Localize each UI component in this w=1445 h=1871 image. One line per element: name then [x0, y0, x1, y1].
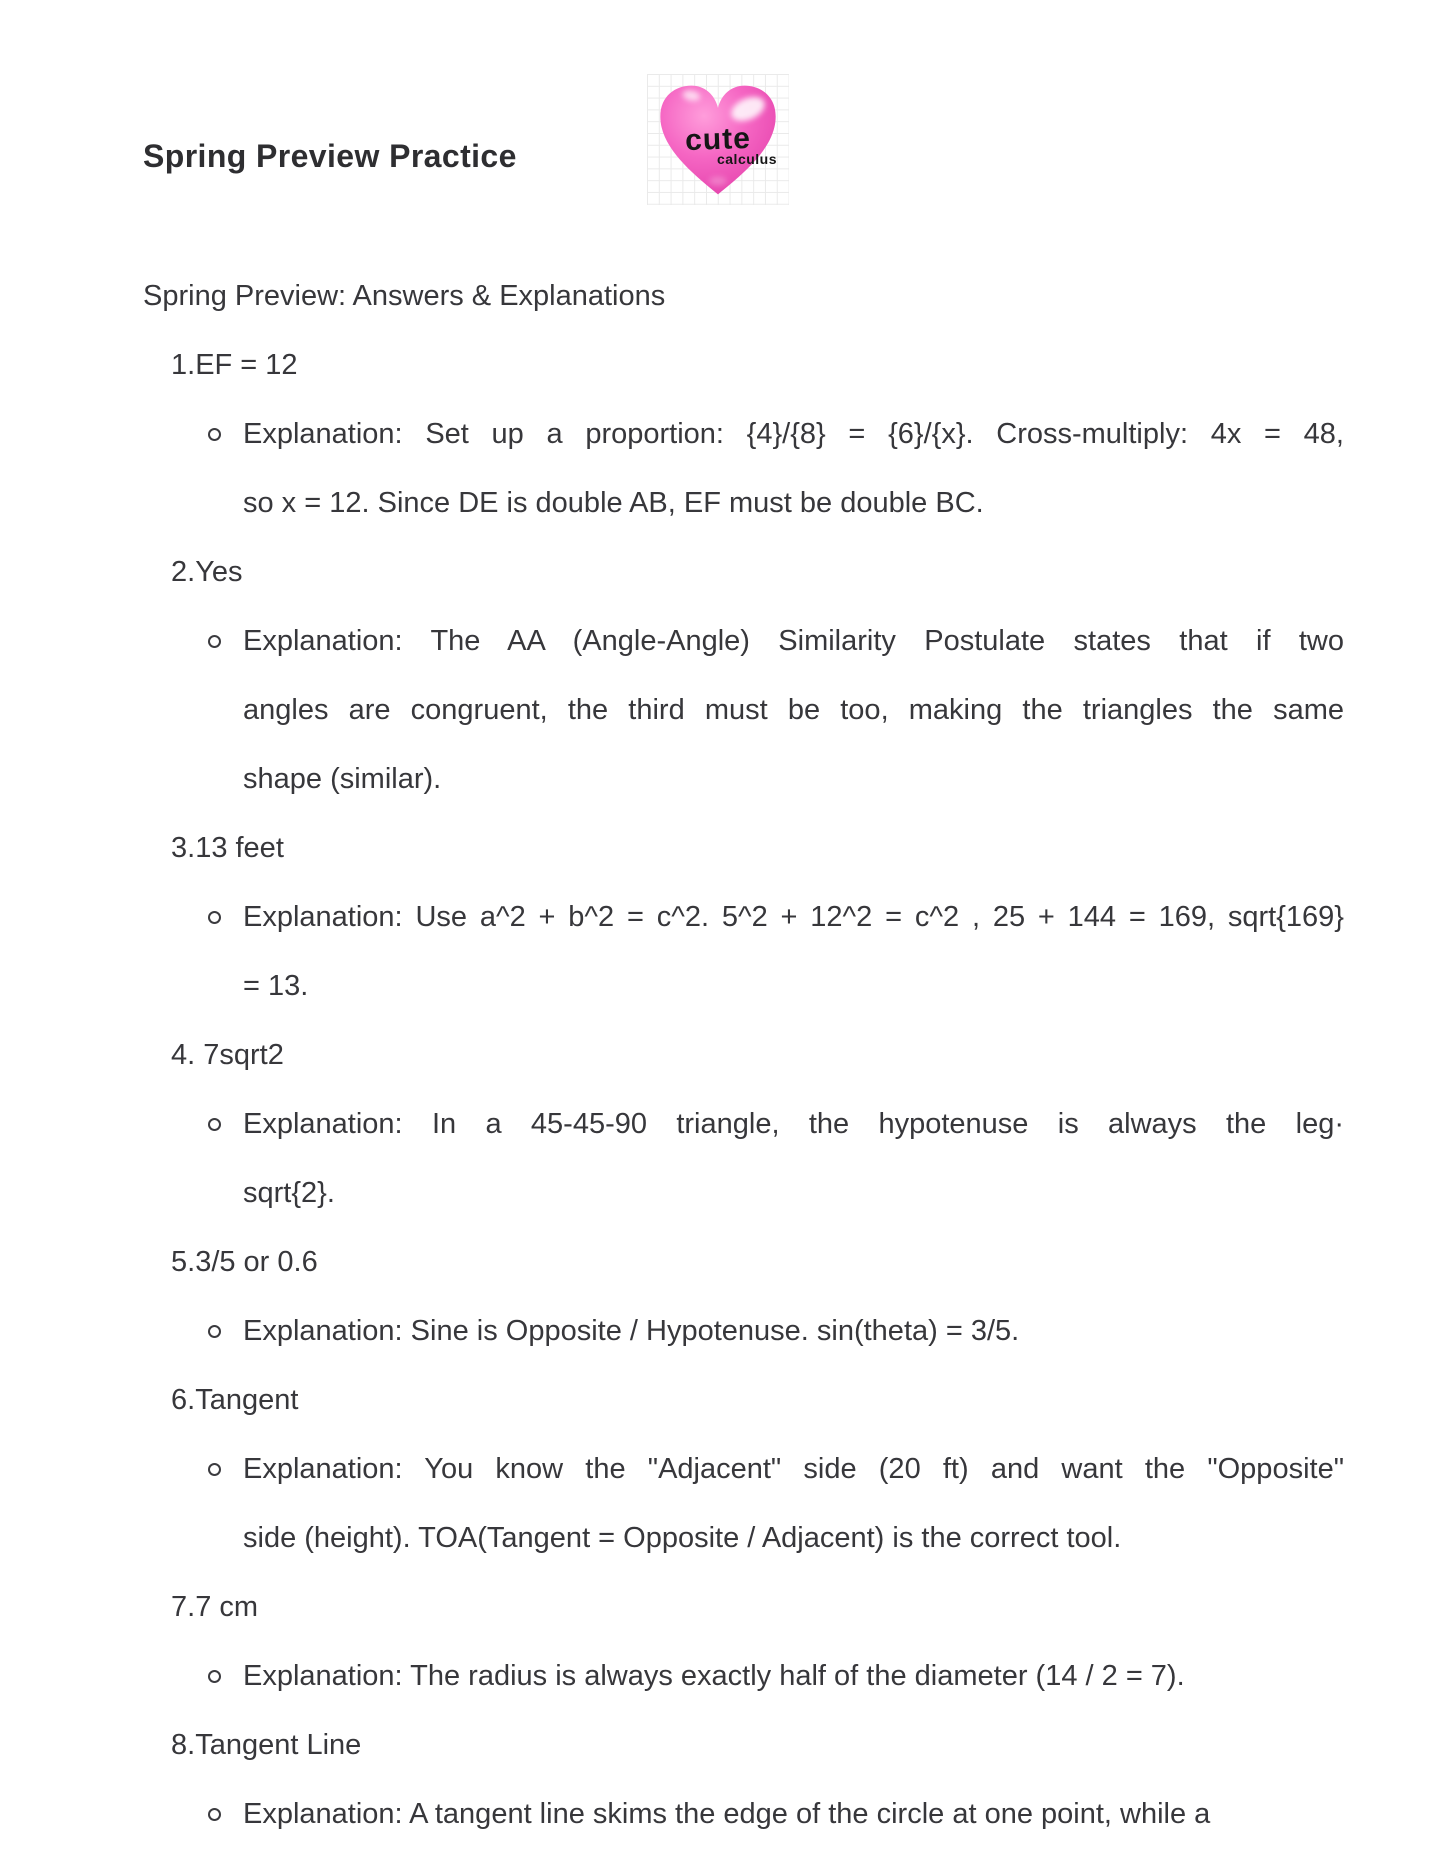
explanation-block — [243, 883, 1344, 1021]
answers-list — [0, 331, 1445, 1849]
explanation-block — [243, 1297, 1344, 1366]
item-number: 2. — [171, 556, 196, 588]
explanation-block — [243, 607, 1344, 814]
explanation-line: Explanation: The radius is always exactly half of the diameter (14 / 2 = 7). — [243, 1660, 1185, 1692]
item-answer-line — [171, 538, 1445, 607]
explanation-line: shape (similar). — [243, 763, 442, 795]
item-answer-line — [171, 1573, 1445, 1642]
explanation-line: Explanation: Use a^2 + b^2 = c^2. 5^2 + 12^2 = c^2 , 25 + 144 = 169, sqrt{169} — [243, 901, 1344, 933]
explanation-line: side (height). TOA(Tangent = Opposite / Adjacent) is the correct tool. — [243, 1522, 1122, 1554]
bullet-circle-icon — [208, 428, 221, 441]
answers-section — [0, 262, 1445, 1849]
explanation-line: Explanation: Set up a proportion: {4}/{8} = {6}/{x}. Cross-multiply: 4x = 48, — [243, 418, 1344, 450]
explanation-line: Explanation: In a 45-45-90 triangle, the hypotenuse is always the leg· — [243, 1108, 1344, 1140]
item-answer: Yes — [195, 556, 243, 588]
bullet-circle-icon — [208, 1325, 221, 1338]
explanation-line: Explanation: You know the "Adjacent" side (20 ft) and want the "Opposite" — [243, 1453, 1344, 1485]
section-header: Spring Preview: Answers & Explanations — [143, 280, 666, 312]
item-answer-line — [171, 1021, 1445, 1090]
list-item — [0, 1366, 1445, 1573]
explanation-line: = 13. — [243, 970, 309, 1002]
item-number: 6. — [171, 1384, 196, 1416]
item-answer: EF = 12 — [195, 349, 298, 381]
explanation-line: Explanation: Sine is Opposite / Hypotenuse. sin(theta) = 3/5. — [243, 1315, 1020, 1347]
explanation-line: sqrt{2}. — [243, 1177, 335, 1209]
item-number: 3. — [171, 832, 196, 864]
item-answer-line — [171, 1228, 1445, 1297]
item-answer: Tangent Line — [195, 1729, 362, 1761]
item-answer: 3/5 or 0.6 — [195, 1246, 318, 1278]
bullet-circle-icon — [208, 1808, 221, 1821]
explanation-block — [243, 400, 1344, 538]
bullet-circle-icon — [208, 1463, 221, 1476]
explanation-block — [243, 1780, 1344, 1849]
item-answer: Tangent — [195, 1384, 299, 1416]
list-item — [0, 1711, 1445, 1849]
bullet-circle-icon — [208, 1670, 221, 1683]
page-title: Spring Preview Practice — [143, 138, 517, 174]
item-answer: 7sqrt2 — [195, 1039, 284, 1071]
bullet-circle-icon — [208, 1118, 221, 1131]
item-answer: 13 feet — [195, 832, 284, 864]
logo-text-calculus: calculus — [716, 151, 778, 167]
list-item — [0, 1573, 1445, 1711]
list-item — [0, 331, 1445, 538]
cute-calculus-logo — [647, 74, 789, 205]
list-item — [0, 538, 1445, 814]
explanation-line: angles are congruent, the third must be too, making the triangles the same — [243, 694, 1344, 726]
logo-text-cute: cute — [684, 121, 752, 158]
explanation-block — [243, 1090, 1344, 1228]
explanation-block — [243, 1642, 1344, 1711]
bullet-circle-icon — [208, 635, 221, 648]
list-item — [0, 1228, 1445, 1366]
list-item — [0, 814, 1445, 1021]
item-number: 4. — [171, 1039, 196, 1071]
item-number: 8. — [171, 1729, 196, 1761]
explanation-line: so x = 12. Since DE is double AB, EF must be double BC. — [243, 487, 984, 519]
bullet-circle-icon — [208, 911, 221, 924]
item-number: 1. — [171, 349, 196, 381]
item-number: 5. — [171, 1246, 196, 1278]
item-number: 7. — [171, 1591, 196, 1623]
item-answer-line — [171, 331, 1445, 400]
item-answer-line — [171, 814, 1445, 883]
item-answer-line — [171, 1366, 1445, 1435]
explanation-line: Explanation: The AA (Angle-Angle) Similarity Postulate states that if two — [243, 625, 1344, 657]
list-item — [0, 1021, 1445, 1228]
explanation-line: Explanation: A tangent line skims the edge of the circle at one point, while a — [243, 1798, 1211, 1830]
explanation-block — [243, 1435, 1344, 1573]
item-answer: 7 cm — [195, 1591, 259, 1623]
item-answer-line — [171, 1711, 1445, 1780]
